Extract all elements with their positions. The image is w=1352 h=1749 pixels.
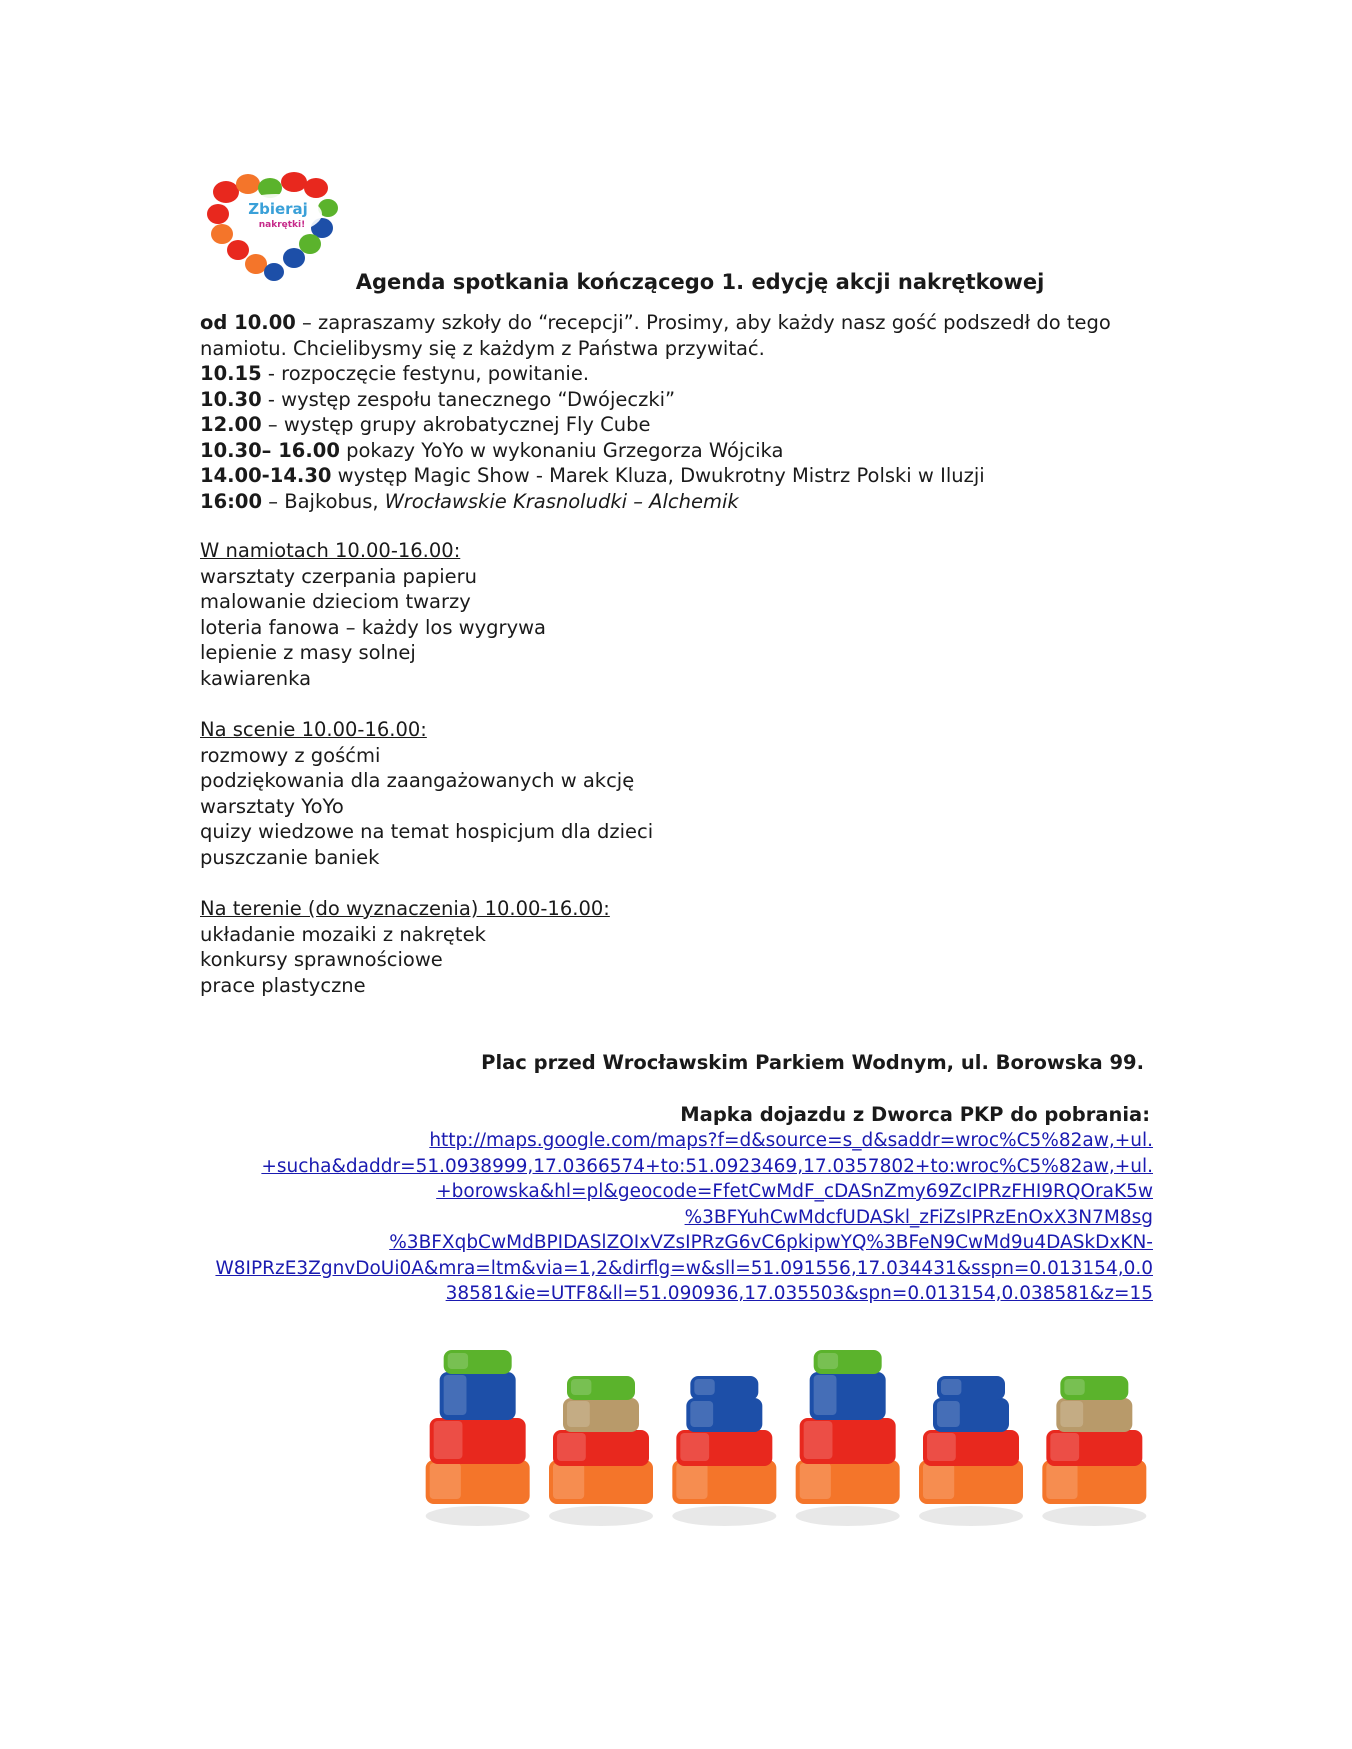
cap-reflection [426,1506,530,1526]
bottle-cap-stack [549,1376,653,1526]
bottle-cap-stack [426,1350,530,1526]
cap-highlight [800,1463,831,1499]
cap-reflection [796,1506,900,1526]
cap-highlight [553,1463,584,1499]
section-tents [200,538,1100,691]
bottle-cap-stack [1042,1376,1146,1526]
cap-highlight [1060,1401,1083,1427]
agenda-time: 10.15 [200,362,262,385]
cap-highlight [814,1375,837,1415]
section-item: rozmowy z gośćmi [200,743,381,767]
agenda-item [200,438,1160,464]
agenda-time: 14.00-14.30 [200,464,332,487]
map-heading: Mapka dojazdu z Dworca PKP do pobrania: [680,1103,1150,1126]
section-item: układanie mozaiki z nakrętek [200,922,486,946]
logo-text-zbieraj: Zbieraj [248,200,308,218]
section-stage [200,717,1100,870]
section-item: podziękowania dla zaangażowanych w akcję [200,769,635,792]
map-link-line[interactable]: +sucha&daddr=51.0938999,17.0366574+to:51.0923469,17.0357802+to:wroc%C5%82aw,+ul. [261,1155,1153,1177]
cap-highlight [567,1401,590,1427]
cap-reflection [919,1506,1023,1526]
agenda-italic-text: Wrocławskie Krasnoludki – Alchemik [384,489,739,513]
section-grounds [200,896,1100,998]
agenda-time: 10.30– 16.00 [200,438,340,462]
bottle-cap-stack [919,1376,1023,1526]
map-link[interactable] [200,1128,1153,1307]
agenda-text: – występ grupy akrobatycznej Fly Cube [261,413,651,436]
cap-reflection [1042,1506,1146,1526]
agenda-time: od 10.00 [200,311,296,334]
map-link-line[interactable]: http://maps.google.com/maps?f=d&source=s_d&saddr=wroc%C5%82aw,+ul. [429,1130,1153,1151]
map-link-line[interactable]: +borowska&hl=pl&geocode=FfetCwMdF_cDASnZmy69ZcIPRzFHI9RQOraK5w [436,1181,1153,1202]
map-link-line[interactable]: %3BFYuhCwMdcfUDASkl_zFiZsIPRzEnOxX3N7M8sg [684,1206,1153,1228]
section-item: prace plastyczne [200,973,366,997]
cap-highlight [557,1433,586,1461]
section-heading: Na scenie 10.00-16.00: [200,718,427,741]
section-item: kawiarenka [200,666,312,690]
bottle-cap-stack [672,1376,776,1526]
agenda-item [200,387,1160,413]
section-item: loteria fanowa – każdy los wygrywa [200,615,547,639]
agenda-text: - występ zespołu tanecznego “Dwójeczki” [261,387,676,411]
cap-highlight [448,1353,468,1369]
cap-highlight [690,1401,713,1427]
cap-highlight [941,1379,961,1395]
agenda-item [200,361,1160,387]
section-item: warsztaty czerpania papieru [200,564,478,588]
agenda-time: 16:00 [200,489,263,513]
cap-highlight [1050,1433,1079,1461]
event-location: Plac przed Wrocławskim Parkiem Wodnym, ul. Borowska 99. [481,1051,1144,1074]
section-item: lepienie z masy solnej [200,641,416,664]
cap-highlight [434,1421,463,1459]
map-link-line[interactable]: %3BFXqbCwMdBPIDASlZOIxVZsIPRzG6vC6pkipwYQ%3BFeN9CwMd9u4DASkDxKN- [389,1232,1153,1253]
agenda-item [200,489,1160,515]
cap-highlight [927,1433,956,1461]
map-link-line[interactable]: W8IPRzE3ZgnvDoUi0A&mra=ltm&via=1,2&dirflg=w&sll=51.091556,17.034431&sspn=0.013154,0.0 [215,1257,1153,1279]
cap-highlight [676,1463,707,1499]
agenda-text: pokazy YoYo w wykonaniu Grzegorza Wójcika [339,438,784,462]
agenda-text: występ Magic Show - Marek Kluza, Dwukrotny Mistrz Polski w Iluzji [331,464,985,487]
section-heading: Na terenie (do wyznaczenia) 10.00-16.00: [200,897,610,920]
agenda-text: - rozpoczęcie festynu, powitanie. [261,362,590,385]
agenda-time: 12.00 [200,413,262,436]
page-title: Agenda spotkania kończącego 1. edycję akcji nakrętkowej [355,270,1045,294]
cap-highlight [923,1463,954,1499]
cap-highlight [818,1353,838,1369]
section-heading: W namiotach 10.00-16.00: [200,539,461,562]
section-item: konkursy sprawnościowe [200,948,443,971]
bottle-cap-stack [796,1350,900,1526]
agenda-item [200,412,1160,438]
agenda-list [200,310,1160,514]
cap-reflection [549,1506,653,1526]
bottle-caps-photo [416,1318,1156,1558]
section-item: puszczanie baniek [200,845,380,869]
section-item: malowanie dzieciom twarzy [200,590,471,613]
cap-highlight [444,1375,467,1415]
cap-highlight [680,1433,709,1461]
cap-highlight [804,1421,833,1459]
agenda-text: – zapraszamy szkoły do “recepcji”. Prosimy, aby każdy nasz gość podszedł do tego namiotu. Chcielibysmy się z każdym z Państwa przywitać. [200,311,1111,360]
agenda-time: 10.30 [200,387,262,411]
cap-highlight [937,1401,960,1427]
agenda-text: – Bajkobus, [262,489,385,513]
agenda-item [200,463,1160,489]
cap-highlight [571,1379,591,1395]
logo-text-nakretki: nakrętki! [258,220,306,230]
cap-highlight [1064,1379,1084,1395]
cap-highlight [1046,1463,1077,1499]
section-item: warsztaty YoYo [200,794,344,818]
cap-highlight [430,1463,461,1499]
cap-highlight [694,1379,714,1395]
map-link-line[interactable]: 38581&ie=UTF8&ll=51.090936,17.035503&spn=0.013154,0.038581&z=15 [445,1283,1153,1304]
cap-reflection [672,1506,776,1526]
agenda-item [200,310,1160,361]
section-item: quizy wiedzowe na temat hospicjum dla dzieci [200,820,654,843]
